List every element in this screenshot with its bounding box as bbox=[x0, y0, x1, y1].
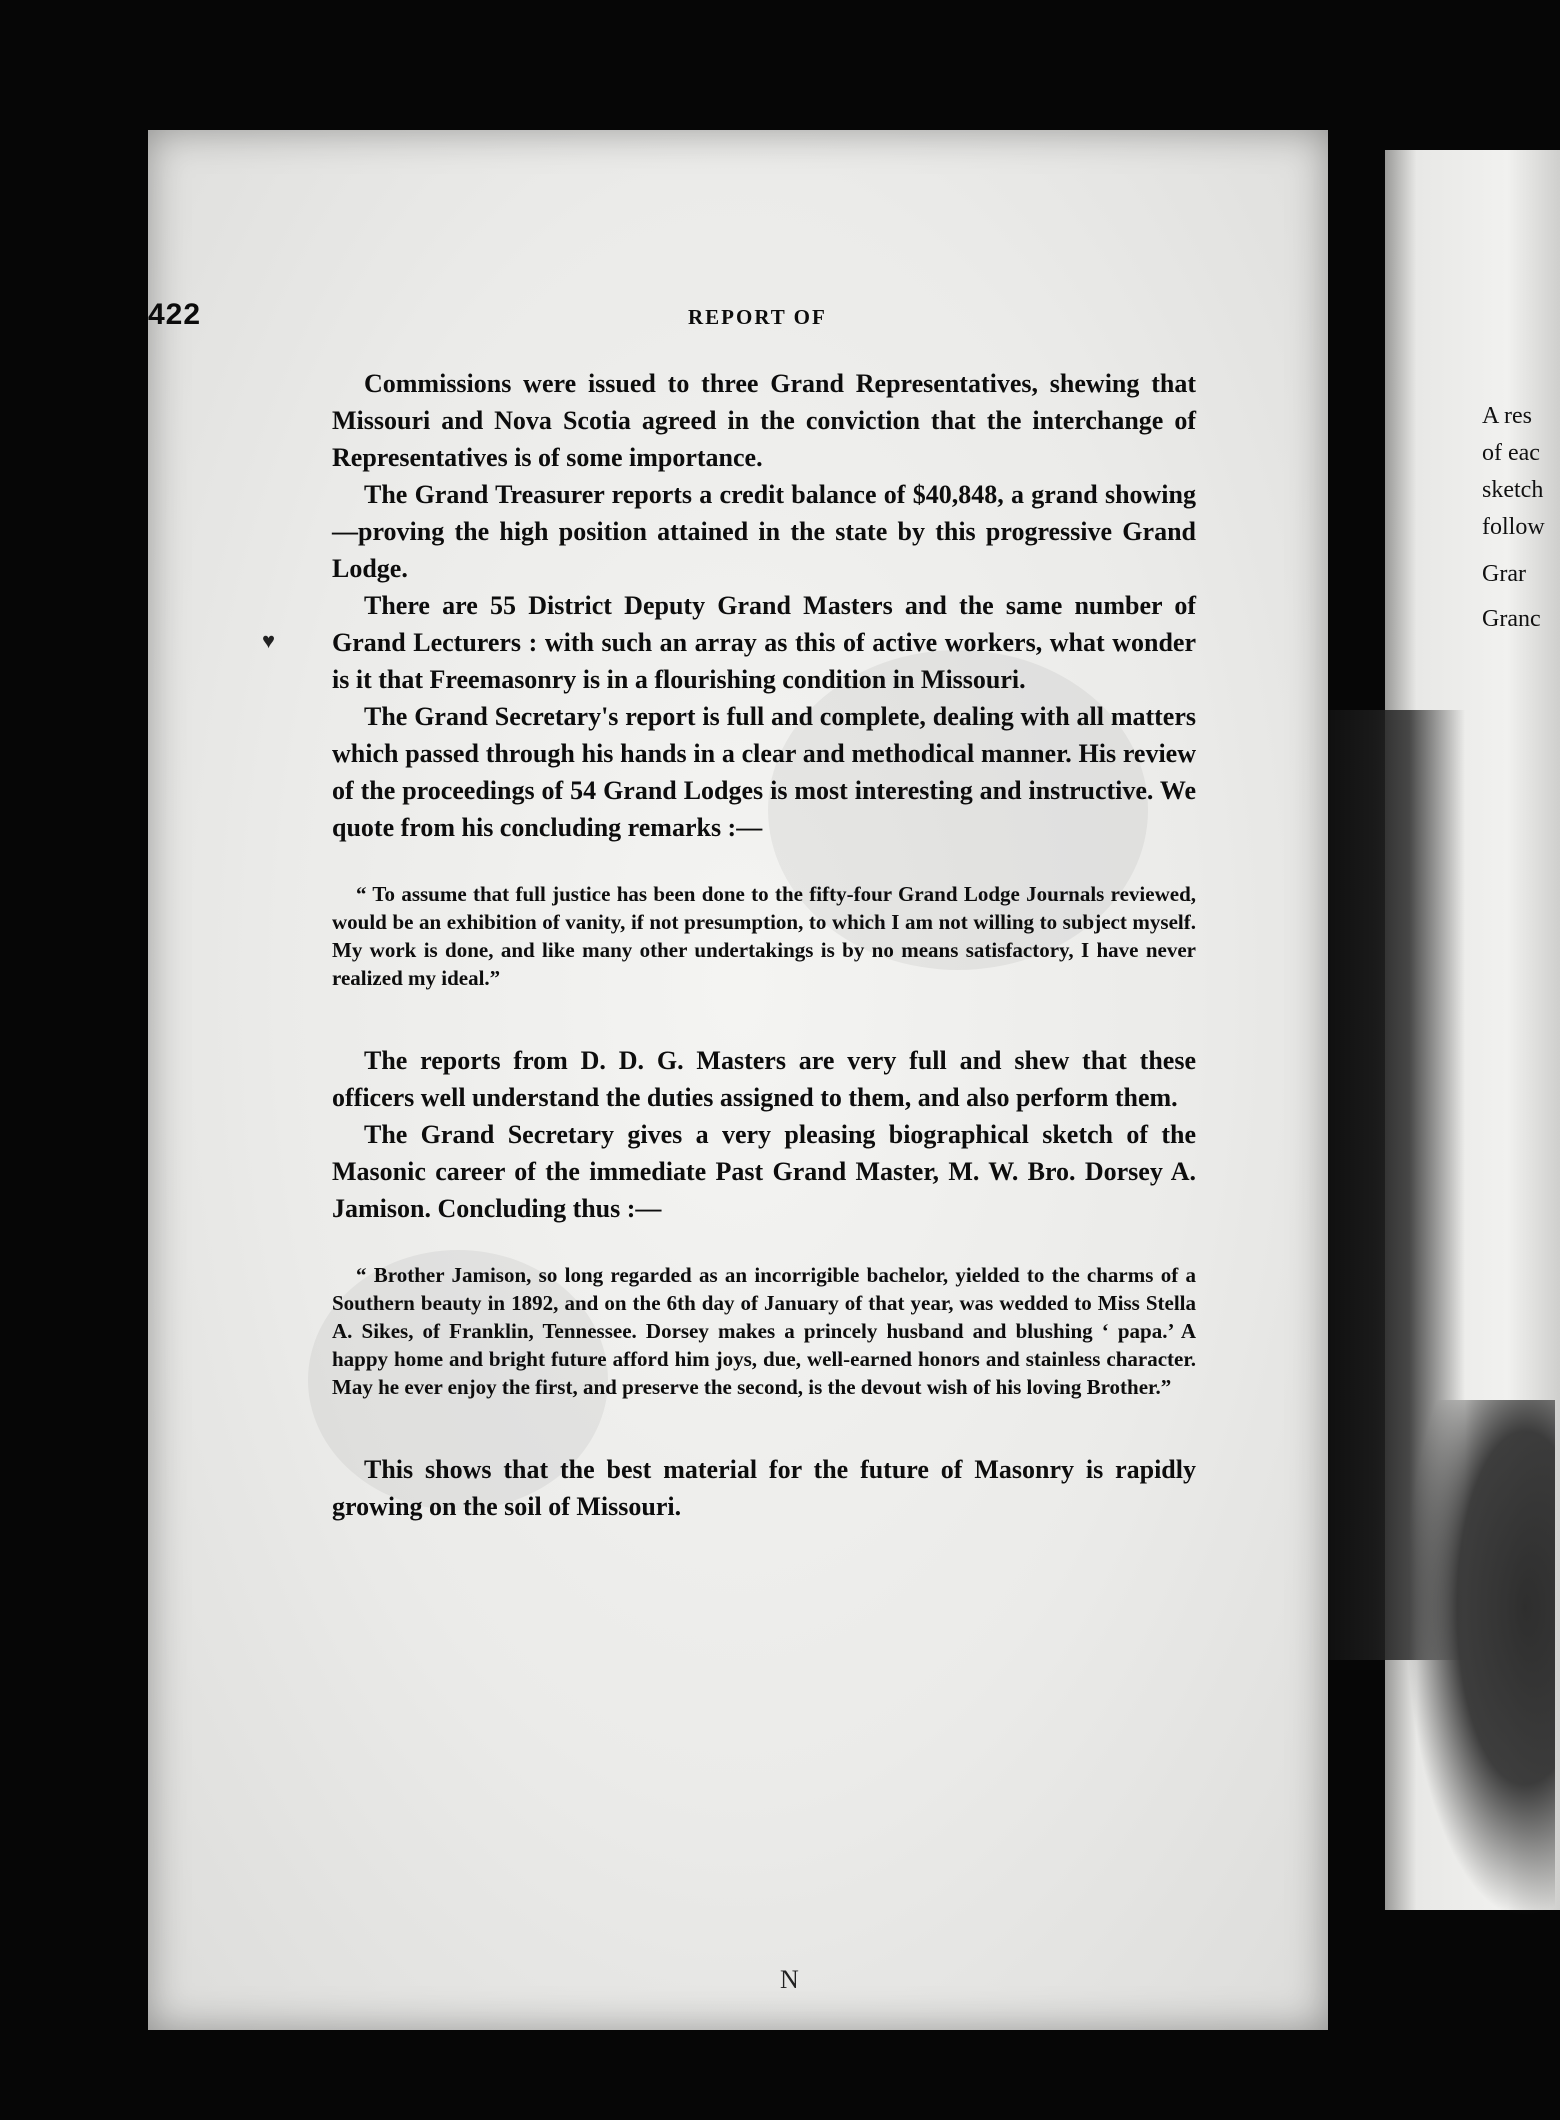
closing-paragraph: This shows that the best material for the future of Masonry is rapidly growing on the soil of Missouri. bbox=[332, 1455, 1196, 1521]
margin-mark: ♥ bbox=[262, 628, 276, 653]
signature-mark: N bbox=[780, 1965, 799, 1994]
adjacent-line: follow bbox=[1482, 514, 1545, 540]
paragraph: Commissions were issued to three Grand Representatives, shewing that Missouri and Nova Scotia agreed in the conviction that the interchange of Representatives is of some importance. bbox=[332, 369, 1196, 472]
paragraph: There are 55 District Deputy Grand Masters and the same number of Grand Lecturers : with such an array as this of active workers, what wonder is it that Freemasonry is in a flourishing condition in Missouri. bbox=[332, 591, 1196, 694]
paragraph: The Grand Secretary gives a very pleasing biographical sketch of the Masonic career of the immediate Past Grand Master, M. W. Bro. Dorsey A. Jamison. Concluding thus :— bbox=[332, 1120, 1196, 1223]
adjacent-line: Grar bbox=[1482, 561, 1526, 587]
page-body bbox=[332, 365, 1196, 1525]
adjacent-line: A res bbox=[1482, 403, 1532, 429]
paragraph: The reports from D. D. G. Masters are very full and shew that these officers well understand the duties assigned to them, and also perform them. bbox=[332, 1046, 1196, 1112]
block-quote: “ To assume that full justice has been done to the fifty-four Grand Lodge Journals reviewed, would be an exhibition of vanity, if not presumption, to which I am not willing to subject myself. My work is done, and like many other undertakings is by no means satisfactory, I have never realized my ideal.” bbox=[332, 882, 1196, 990]
adjacent-line: Granc bbox=[1482, 606, 1541, 632]
page-number: 422 bbox=[148, 298, 202, 331]
paragraph: The Grand Secretary's report is full and complete, dealing with all matters which passed through his hands in a clear and methodical manner. His review of the proceedings of 54 Grand Lodges is most interesting and instructive. We quote from his concluding remarks :— bbox=[332, 702, 1196, 842]
running-head: REPORT OF bbox=[688, 305, 827, 329]
adjacent-line: of eac bbox=[1482, 440, 1540, 466]
adjacent-line: sketch bbox=[1482, 477, 1544, 503]
adjacent-page-text bbox=[1482, 398, 1560, 638]
block-quote: “ Brother Jamison, so long regarded as an incorrigible bachelor, yielded to the charms of a Southern beauty in 1892, and on the 6th day of January of that year, was wedded to Miss Stella A. Sikes, of Franklin, Tennessee. Dorsey makes a princely husband and blushing ‘ papa.’ A happy home and bright future afford him joys, due, well-earned honors and stainless character. May he ever enjoy the first, and preserve the second, is the devout wish of his loving Brother.” bbox=[332, 1263, 1196, 1399]
paragraph: The Grand Treasurer reports a credit balance of $40,848, a grand showing—proving the high position attained in the state by this progressive Grand Lodge. bbox=[332, 480, 1196, 583]
